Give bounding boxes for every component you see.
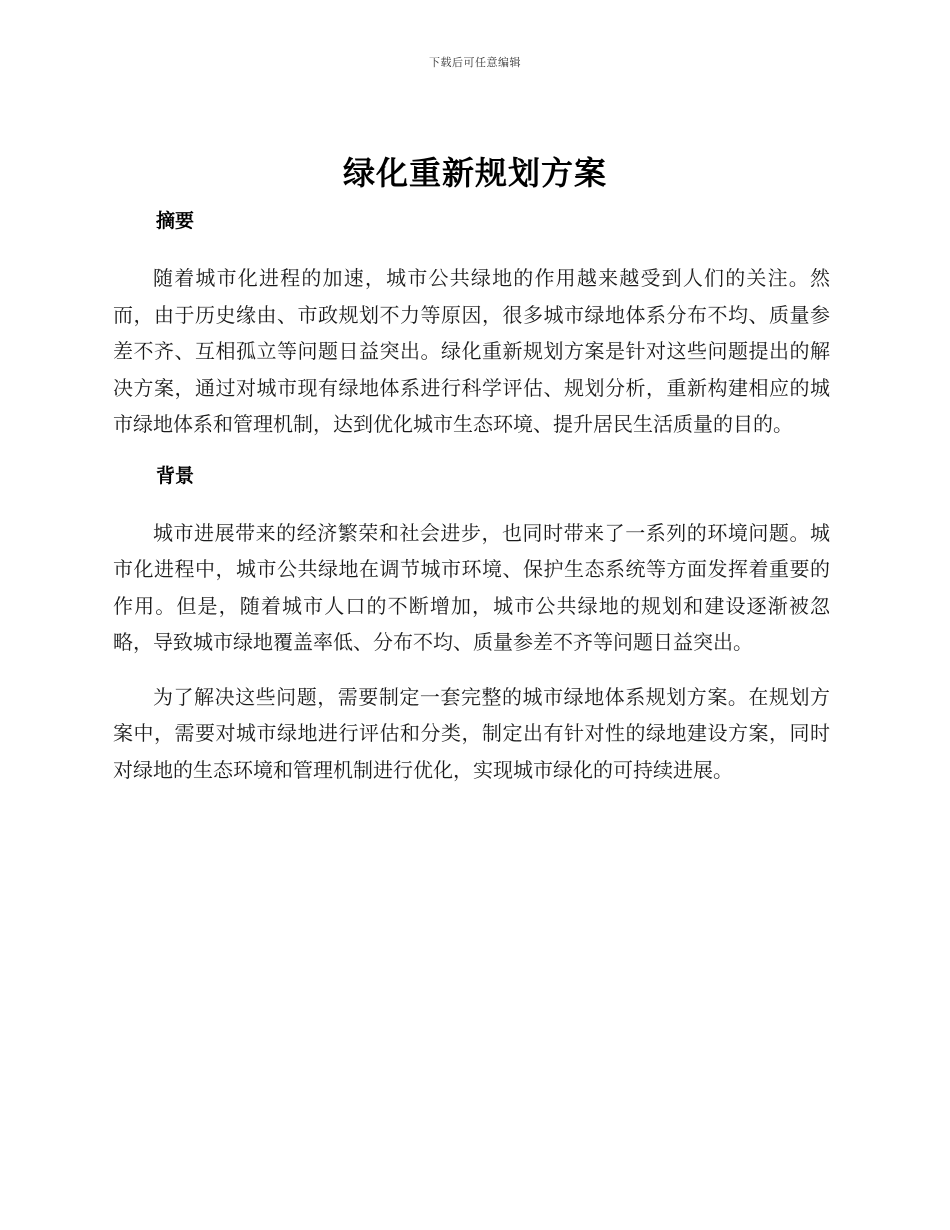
section-heading-abstract: 摘要 [156, 210, 195, 232]
section-heading-background: 背景 [156, 464, 195, 487]
abstract-paragraph: 随着城市化进程的加速，城市公共绿地的作用越来越受到人们的关注。然而，由于历史缘由、市政规划不力等原因，很多城市绿地体系分布不均、质量参差不齐、互相孤立等问题日益突出。绿化重新规划方案是针对这些问题提出的解决方案，通过对城市现有绿地体系进行科学评估、规划分析，重新构建相应的城市绿地体系和管理机制，达到优化城市生态环境、提升居民生活质量的目的。 [113, 266, 830, 436]
document-title: 绿化重新规划方案 [342, 154, 607, 192]
document-body [113, 206, 830, 788]
background-paragraph-1: 城市进展带来的经济繁荣和社会进步，也同时带来了一系列的环境问题。城市化进程中，城市公共绿地在调节城市环境、保护生态系统等方面发挥着重要的作用。但是，随着城市人口的不断增加，城市公共绿地的规划和建设逐渐被忽略，导致城市绿地覆盖率低、分布不均、质量参差不齐等问题日益突出。 [113, 520, 830, 654]
header-note: 下载后可任意编辑 [429, 56, 521, 69]
background-paragraph-2: 为了解决这些问题，需要制定一套完整的城市绿地体系规划方案。在规划方案中，需要对城市绿地进行评估和分类，制定出有针对性的绿地建设方案，同时对绿地的生态环境和管理机制进行优化，实现城市绿化的可持续进展。 [113, 684, 830, 782]
